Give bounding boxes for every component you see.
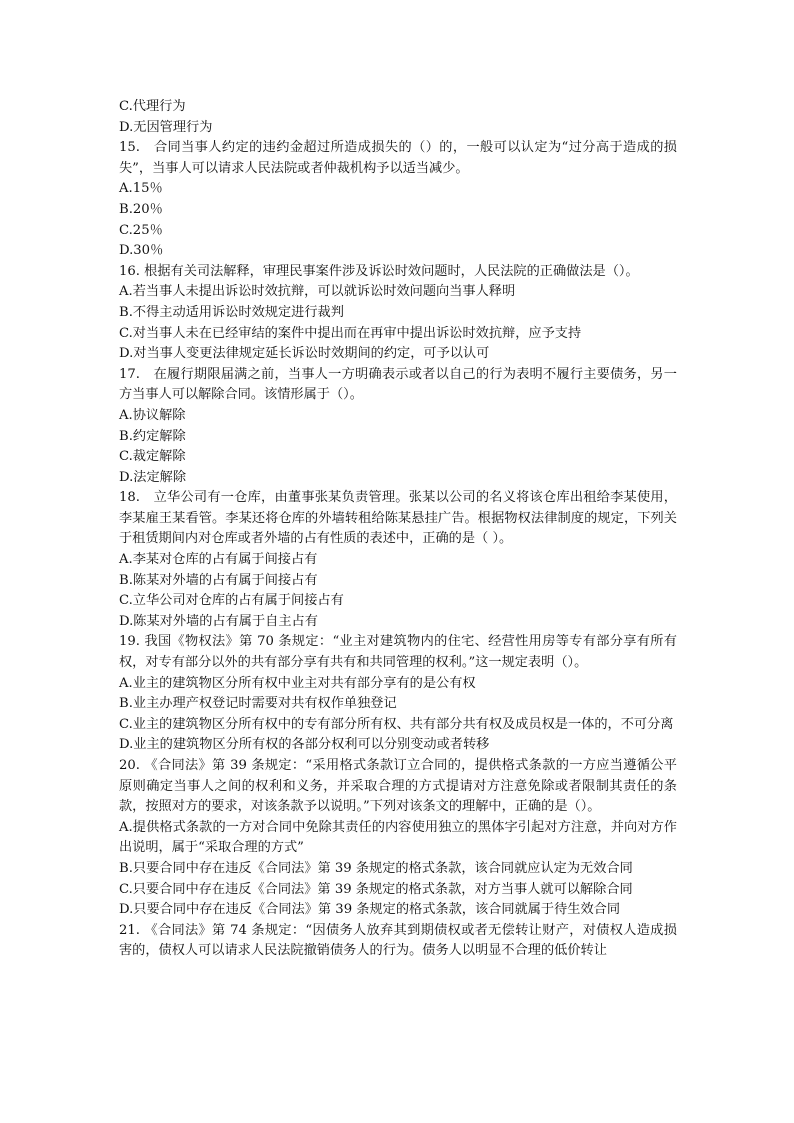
option-c: C.只要合同中存在违反《合同法》第 39 条规定的格式条款，对方当事人就可以解除合同	[119, 881, 633, 897]
option-d: D.业主的建筑物区分所有权的各部分权利可以分别变动或者转移	[119, 737, 490, 753]
option-b: B.约定解除	[119, 428, 186, 444]
option-d: D.无因管理行为	[119, 119, 213, 135]
question-20: 20. 《合同法》第 39 条规定：“采用格式条款订立合同的，提供格式条款的一方应当遵循公平原则确定当事人之间的权利和义务，并采取合理的方式提请对方注意免除或者限制其责任的条款，按照对方的要求，对该条款予以说明。”下列对该条文的理解中，正确的是（）。	[119, 758, 677, 815]
question-18: 18. 立华公司有一仓库，由董事张某负责管理。张某以公司的名义将该仓库出租给李某使用，李某雇王某看管。李某还将仓库的外墙转租给陈某悬挂广告。根据物权法律制度的规定，下列关于租赁期间内对仓库或者外墙的占有性质的表述中，正确的是（ ）。	[119, 490, 677, 547]
option-d: D.只要合同中存在违反《合同法》第 39 条规定的格式条款，该合同就属于待生效合同	[119, 902, 621, 918]
option-b: B.陈某对外墙的占有属于间接占有	[119, 572, 318, 588]
question-21: 21. 《合同法》第 74 条规定：“因债务人放弃其到期债权或者无偿转让财产，对债权人造成损害的，债权人可以请求人民法院撤销债务人的行为。债务人以明显不合理的低价转让	[119, 922, 677, 959]
option-d: D.陈某对外墙的占有属于自主占有	[119, 613, 318, 629]
question-16: 16. 根据有关司法解释，审理民事案件涉及诉讼时效问题时，人民法院的正确做法是（）。	[119, 263, 639, 279]
option-c: C.立华公司对仓库的占有属于间接占有	[119, 593, 344, 609]
option-a: A.业主的建筑物区分所有权中业主对共有部分享有的是公有权	[119, 675, 476, 691]
option-a: A.协议解除	[119, 407, 186, 423]
document-page	[119, 97, 677, 962]
option-b: B.业主办理产权登记时需要对共有权作单独登记	[119, 696, 397, 712]
option-b: B.20％	[119, 201, 163, 217]
option-d: D.30％	[119, 243, 164, 259]
question-15: 15. 合同当事人约定的违约金超过所造成损失的（）的，一般可以认定为“过分高于造成的损失”，当事人可以请求人民法院或者仲裁机构予以适当减少。	[119, 140, 677, 176]
question-19: 19. 我国《物权法》第 70 条规定：“业主对建筑物内的住宅、经营性用房等专有部分享有所有权，对专有部分以外的共有部分享有共有和共同管理的权利。”这一规定表明（）。	[119, 634, 677, 671]
option-b: B.不得主动适用诉讼时效规定进行裁判	[119, 304, 344, 320]
option-b: B.只要合同中存在违反《合同法》第 39 条规定的格式条款，该合同就应认定为无效合同	[119, 860, 633, 876]
option-c: C.业主的建筑物区分所有权中的专有部分所有权、共有部分共有权及成员权是一体的，不可分离	[119, 716, 674, 732]
option-c: C.裁定解除	[119, 449, 186, 465]
question-17: 17. 在履行期限届满之前，当事人一方明确表示或者以自己的行为表明不履行主要债务，另一方当事人可以解除合同。该情形属于（）。	[119, 366, 677, 403]
option-d: D.对当事人变更法律规定延长诉讼时效期间的约定，可予以认可	[119, 346, 490, 362]
option-d: D.法定解除	[119, 469, 187, 485]
option-c: C.代理行为	[119, 99, 186, 114]
option-c: C.对当事人未在已经审结的案件中提出而在再审中提出诉讼时效抗辩，应予支持	[119, 325, 582, 341]
option-a: A.若当事人未提出诉讼时效抗辩，可以就诉讼时效问题向当事人释明	[119, 284, 516, 300]
option-a: A.15％	[119, 181, 163, 197]
option-a: A.李某对仓库的占有属于间接占有	[119, 552, 318, 568]
option-c: C.25％	[119, 222, 163, 238]
option-a: A.提供格式条款的一方对合同中免除其责任的内容使用独立的黑体字引起对方注意，并向对方作出说明，属于“采取合理的方式”	[119, 819, 677, 856]
